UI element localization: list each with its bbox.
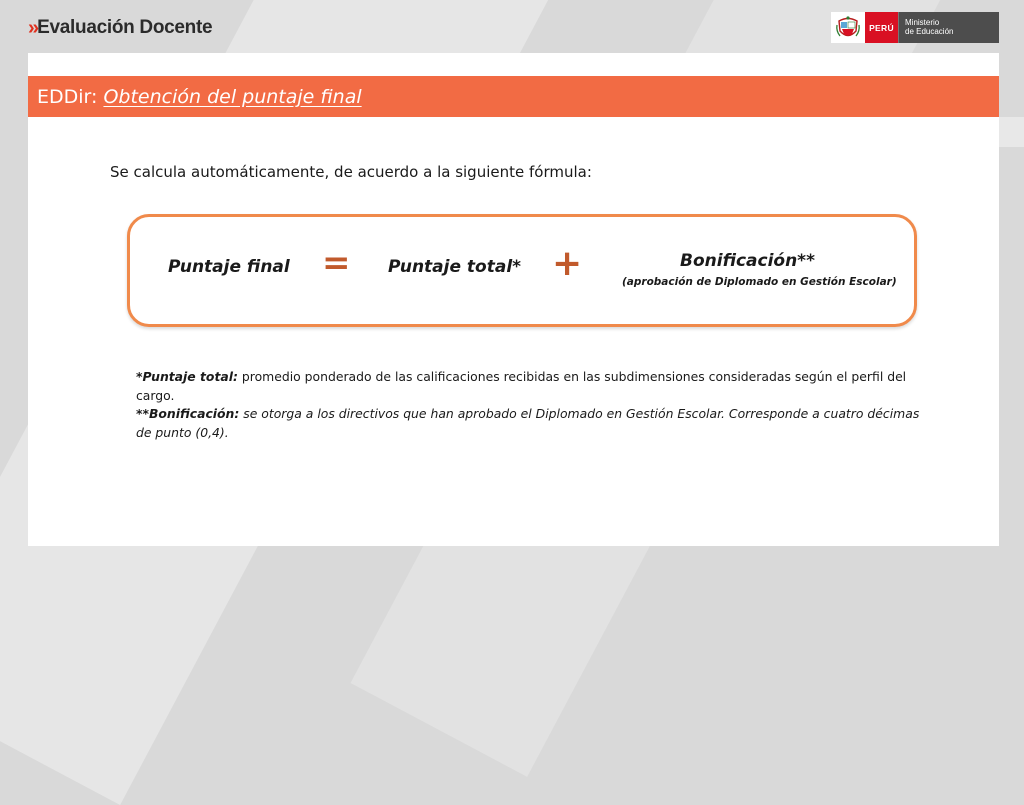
formula-term-bonus-note: (aprobación de Diplomado en Gestión Escolar) (622, 276, 897, 288)
footnotes (136, 368, 926, 442)
ministry-line-2: de Educación (905, 27, 954, 36)
ministry-line-1: Ministerio (905, 18, 940, 27)
country-label: PERÚ (865, 12, 898, 43)
slide-title-prefix: EDDir: (37, 85, 98, 108)
footnote-total (136, 368, 926, 405)
footnote-total-label: *Puntaje total: (136, 369, 238, 384)
brand-chevrons-icon: » (28, 16, 37, 39)
plus-operator: + (552, 243, 583, 284)
footnote-total-text: promedio ponderado de las calificaciones recibidas en las subdimensiones consideradas según el perfil del cargo. (136, 369, 907, 403)
formula-term-total: Puntaje total* (388, 257, 522, 277)
brand-title: Evaluación Docente (37, 17, 213, 38)
peru-coat-of-arms-icon (831, 12, 865, 43)
brand-logo (28, 14, 212, 42)
footnote-bonus-text: se otorga a los directivos que han aprobado el Diplomado en Gestión Escolar. Corresponde a cuatro décimas de punto (0,4). (136, 406, 920, 440)
decorative-strip (999, 76, 1024, 117)
footnote-bonus-label: **Bonificación: (136, 406, 240, 421)
ministry-logo (831, 12, 999, 43)
footnote-bonus (136, 405, 926, 442)
ministry-label (898, 12, 999, 43)
decorative-strip (999, 117, 1024, 147)
formula-term-final: Puntaje final (168, 257, 290, 277)
slide-title: Obtención del puntaje final (103, 85, 362, 108)
equals-operator: = (322, 243, 351, 283)
slide-title-bar (28, 76, 999, 117)
intro-text: Se calcula automáticamente, de acuerdo a la siguiente fórmula: (110, 163, 592, 181)
formula-term-bonus: Bonificación** (680, 251, 815, 271)
